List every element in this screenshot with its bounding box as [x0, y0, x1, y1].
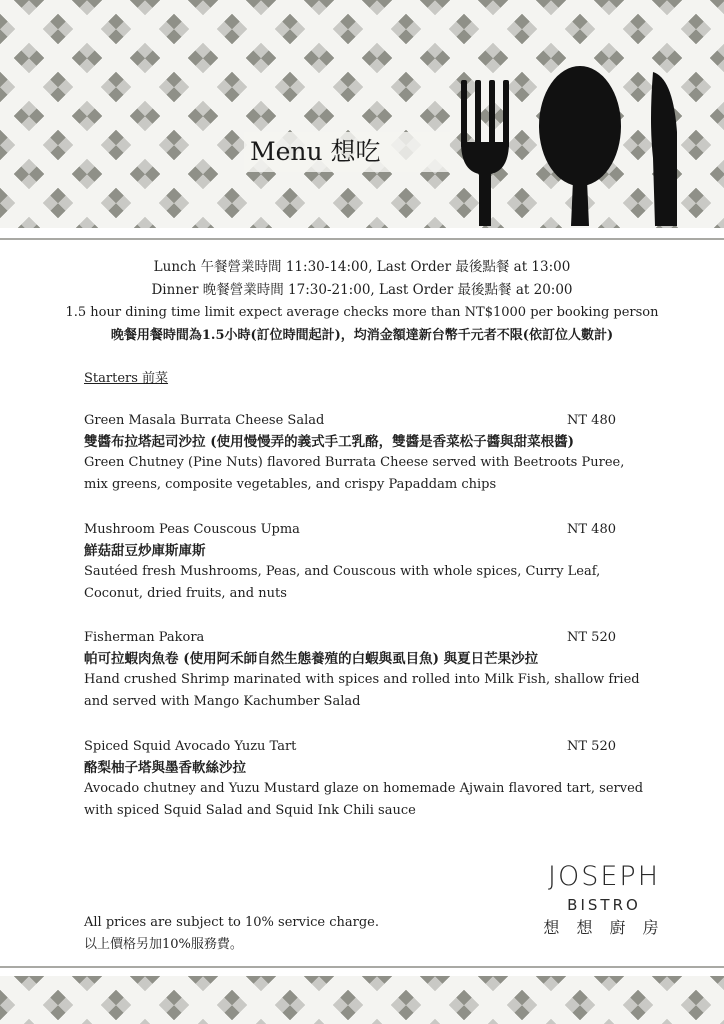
hours-time-limit-zh: 晚餐用餐時間為1.5小時(訂位時間起計)，均消金額達新台幣千元者不限(依訂位人數計) — [110, 328, 614, 343]
item-description: Green Chutney (Pine Nuts) flavored Burrata Cheese served with Beetroots Puree, mix greens, composite vegetables, and crispy Papaddam chips — [84, 455, 625, 492]
item-price: NT 480 — [567, 413, 616, 428]
item-name: Fisherman Pakora — [84, 630, 205, 645]
divider-bottom — [0, 966, 724, 968]
item-description: Avocado chutney and Yuzu Mustard glaze on homemade Ajwain flavored tart, served with spiced Squid Salad and Squid Ink Chili sauce — [84, 781, 644, 818]
item-price: NT 480 — [567, 522, 616, 537]
item-description: Sautéed fresh Mushrooms, Peas, and Couscous with whole spices, Curry Leaf, Coconut, dried fruits, and nuts — [84, 564, 601, 601]
spoon-icon — [539, 66, 621, 226]
cutlery-graphic — [455, 62, 695, 232]
service-charge-zh: 以上價格另加10%服務費。 — [84, 937, 243, 952]
menu-title: Menu 想吃 — [244, 132, 450, 172]
brand-name: JOSEPH — [548, 861, 660, 892]
hours-dinner: Dinner 晚餐營業時間 17:30-21:00, Last Order 最後點餐 at 20:00 — [151, 282, 573, 298]
brand-logo — [540, 860, 668, 940]
item-name-zh: 帕可拉蝦肉魚卷 (使用阿禾師自然生態養殖的白蝦與虱目魚) 與夏日芒果沙拉 — [84, 651, 539, 667]
menu-item — [84, 628, 644, 713]
item-description: Hand crushed Shrimp marinated with spices and rolled into Milk Fish, shallow fried and served with Mango Kachumber Salad — [84, 672, 640, 709]
menu-item — [84, 737, 644, 822]
brand-subtitle: BISTRO — [567, 896, 641, 914]
menu-item — [84, 520, 644, 605]
brand-name-zh: 想 想 廚 房 — [543, 918, 665, 937]
menu-item — [84, 411, 644, 496]
knife-icon — [651, 72, 677, 226]
item-name-zh: 雙醬布拉塔起司沙拉 (使用慢慢弄的義式手工乳酪，雙醬是香菜松子醬與甜菜根醬) — [84, 434, 574, 450]
fork-icon — [461, 80, 509, 226]
service-charge-en: All prices are subject to 10% service charge. — [84, 915, 379, 930]
divider-top — [0, 238, 724, 240]
footer-pattern — [0, 976, 724, 1024]
section-title-starters: Starters 前菜 — [84, 371, 169, 386]
service-charge-note — [84, 912, 379, 956]
item-name-zh: 鮮菇甜豆炒庫斯庫斯 — [84, 543, 206, 559]
item-price: NT 520 — [567, 630, 616, 645]
item-price: NT 520 — [567, 739, 616, 754]
item-name-zh: 酪梨柚子塔與墨香軟絲沙拉 — [84, 760, 246, 776]
item-name: Green Masala Burrata Cheese Salad — [84, 413, 325, 428]
item-name: Spiced Squid Avocado Yuzu Tart — [84, 739, 297, 754]
hours-lunch: Lunch 午餐營業時間 11:30-14:00, Last Order 最後點餐 at 13:00 — [153, 259, 571, 275]
hours-time-limit-en: 1.5 hour dining time limit expect average checks more than NT$1000 per booking person — [65, 305, 659, 320]
item-name: Mushroom Peas Couscous Upma — [84, 522, 300, 537]
